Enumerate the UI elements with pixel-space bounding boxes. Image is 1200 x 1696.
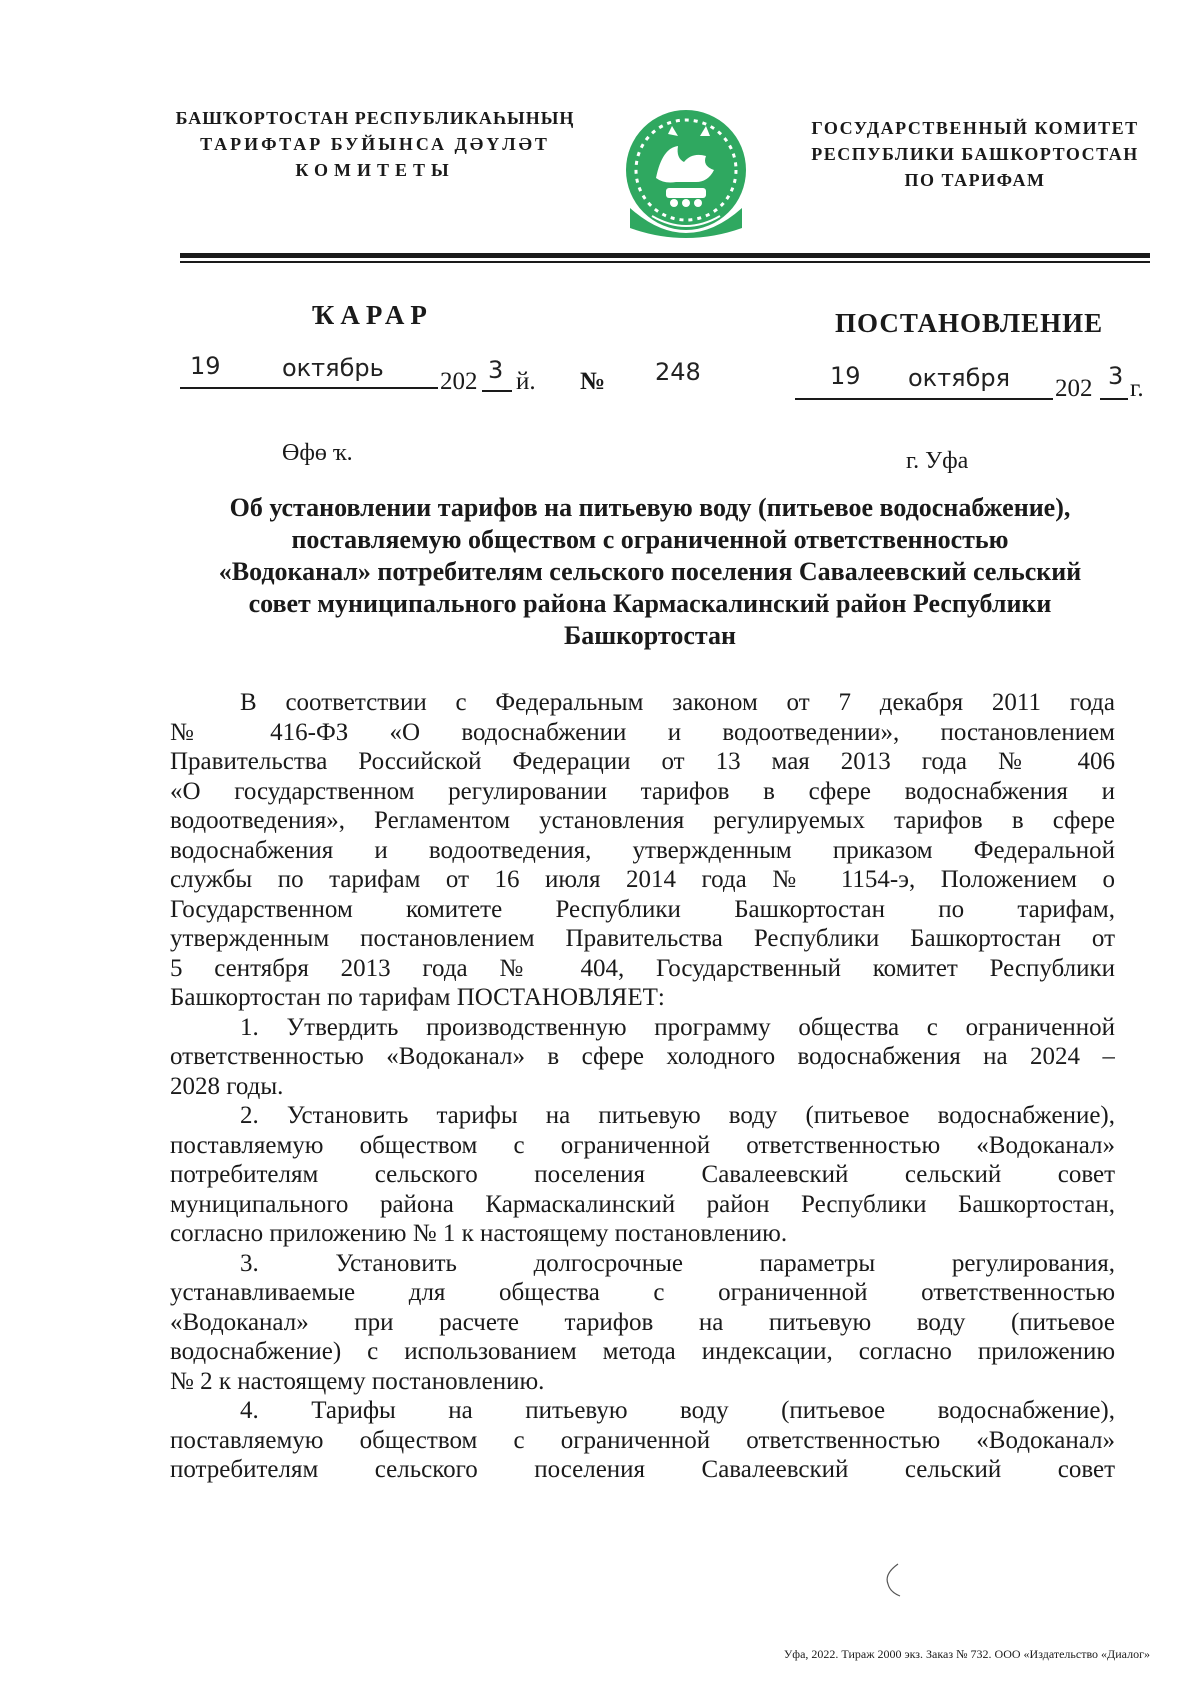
date-right-year-underline (1100, 398, 1128, 400)
header-left-line-2: ТАРИФТАР БУЙЫНСА ДӘҮЛӘТ (200, 134, 550, 154)
date-right-underline (795, 398, 1053, 400)
doc-type-bashkir: ҠАРАР (312, 300, 433, 330)
body-line: 2028 годы. (170, 1072, 284, 1100)
body-line: Башкортостан по тарифам ПОСТАНОВЛЯЕТ: (170, 984, 665, 1011)
number-sign: № (580, 368, 606, 395)
body-line: 5 сентября 2013 года № 404, Государственный комитет Республики (170, 954, 1115, 982)
body-line: потребителям сельского поселения Савалеевский сельский совет (170, 1161, 1115, 1188)
header-right-russian (790, 115, 1160, 193)
body-line: 2. Установить тарифы на питьевую воду (питьевое водоснабжение), (240, 1102, 1115, 1129)
body-line: водоснабжения и водоотведения, утвержденным приказом Федеральной (170, 836, 1115, 864)
header-left-line-3: КОМИТЕТЫ (295, 160, 455, 180)
body-line: поставляемую обществом с ограниченной ответственностью «Водоканал» (170, 1426, 1115, 1454)
header-left-bashkir (170, 105, 580, 183)
date-right-month: октября (908, 364, 1011, 392)
date-left-year-digit: 3 (488, 356, 504, 384)
printer-imprint: Уфа, 2022. Тираж 2000 экз. Заказ № 732. ООО «Издательство «Диалог» (783, 1647, 1150, 1661)
date-left-day: 19 (190, 352, 221, 380)
body-line: муниципального района Кармаскалинский район Республики Башкортостан, (170, 1190, 1115, 1218)
body-line: 4. Тарифы на питьевую воду (питьевое водоснабжение), (240, 1397, 1115, 1424)
header-divider-thin (180, 261, 1150, 263)
body-line: водоотведения», Регламентом установления регулируемых тарифов в сфере (170, 807, 1115, 834)
city-russian: г. Уфа (906, 448, 969, 474)
date-left-month: октябрь (282, 354, 384, 382)
body-line: потребителям сельского поселения Савалеевский сельский совет (170, 1456, 1115, 1483)
title-line: Башкортостан (564, 621, 736, 650)
body-line: Правительства Российской Федерации от 13 мая 2013 года № 406 (170, 748, 1115, 775)
doc-type-russian: ПОСТАНОВЛЕНИЕ (835, 308, 1104, 338)
body-line: 3. Установить долгосрочные параметры регулирования, (240, 1249, 1115, 1277)
header-divider-thick (180, 253, 1150, 258)
title-line: поставляемую обществом с ограниченной ответственностью (291, 525, 1009, 554)
body-line: водоснабжение) с использованием метода индексации, согласно приложению (170, 1338, 1115, 1365)
header-right-line-1: ГОСУДАРСТВЕННЫЙ КОМИТЕТ (811, 118, 1139, 138)
date-right-day: 19 (830, 362, 861, 390)
bashkortostan-coat-of-arms-icon (622, 108, 750, 244)
body-line: Государственном комитете Республики Башкортостан по тарифам, (170, 895, 1115, 923)
title-line: «Водоканал» потребителям сельского поселения Савалеевский сельский (218, 557, 1082, 586)
body-line: согласно приложению № 1 к настоящему постановлению. (170, 1220, 788, 1247)
body-line: утвержденным постановлением Правительства Республики Башкортостан от (170, 925, 1115, 952)
handwritten-mark-icon (878, 1560, 908, 1600)
body-line: В соответствии с Федеральным законом от 7 декабря 2011 года (240, 689, 1115, 716)
document-title (170, 492, 1130, 652)
date-right-year-digit: 3 (1108, 362, 1124, 390)
body-line: «О государственном регулировании тарифов в сфере водоснабжения и (170, 777, 1115, 805)
body-line: ответственностью «Водоканал» в сфере холодного водоснабжения на 2024 – (170, 1043, 1115, 1070)
body-line: службы по тарифам от 16 июля 2014 года № 1154-э, Положением о (170, 866, 1115, 893)
header-right-line-3: ПО ТАРИФАМ (904, 170, 1046, 190)
date-left-suffix: й. (516, 368, 536, 395)
document-number: 248 (655, 358, 701, 386)
date-left-year-prefix: 202 (440, 368, 478, 395)
date-left-underline (180, 387, 438, 389)
city-bashkir: Өфө ҡ. (282, 440, 353, 466)
date-right-year-prefix: 202 (1055, 375, 1093, 402)
date-right-suffix: г. (1130, 375, 1144, 402)
header-left-line-1: БАШҠОРТОСТАН РЕСПУБЛИКАҺЫНЫҢ (175, 108, 575, 128)
body-line: «Водоканал» при расчете тарифов на питьевую воду (питьевое (170, 1308, 1115, 1336)
body-line: устанавливаемые для общества с ограниченной ответственностью (170, 1279, 1115, 1306)
body-line: поставляемую обществом с ограниченной ответственностью «Водоканал» (170, 1131, 1115, 1159)
body-line: № 2 к настоящему постановлению. (170, 1367, 545, 1395)
body-line: № 416-ФЗ «О водоснабжении и водоотведении», постановлением (170, 718, 1115, 746)
date-left-year-underline (482, 390, 512, 392)
body-line: 1. Утвердить производственную программу общества с ограниченной (240, 1013, 1115, 1041)
header-right-line-2: РЕСПУБЛИКИ БАШКОРТОСТАН (811, 144, 1139, 164)
title-line: совет муниципального района Кармаскалинский район Республики (248, 589, 1052, 618)
title-line: Об установлении тарифов на питьевую воду (питьевое водоснабжение), (229, 493, 1071, 522)
document-body (170, 688, 1115, 1485)
